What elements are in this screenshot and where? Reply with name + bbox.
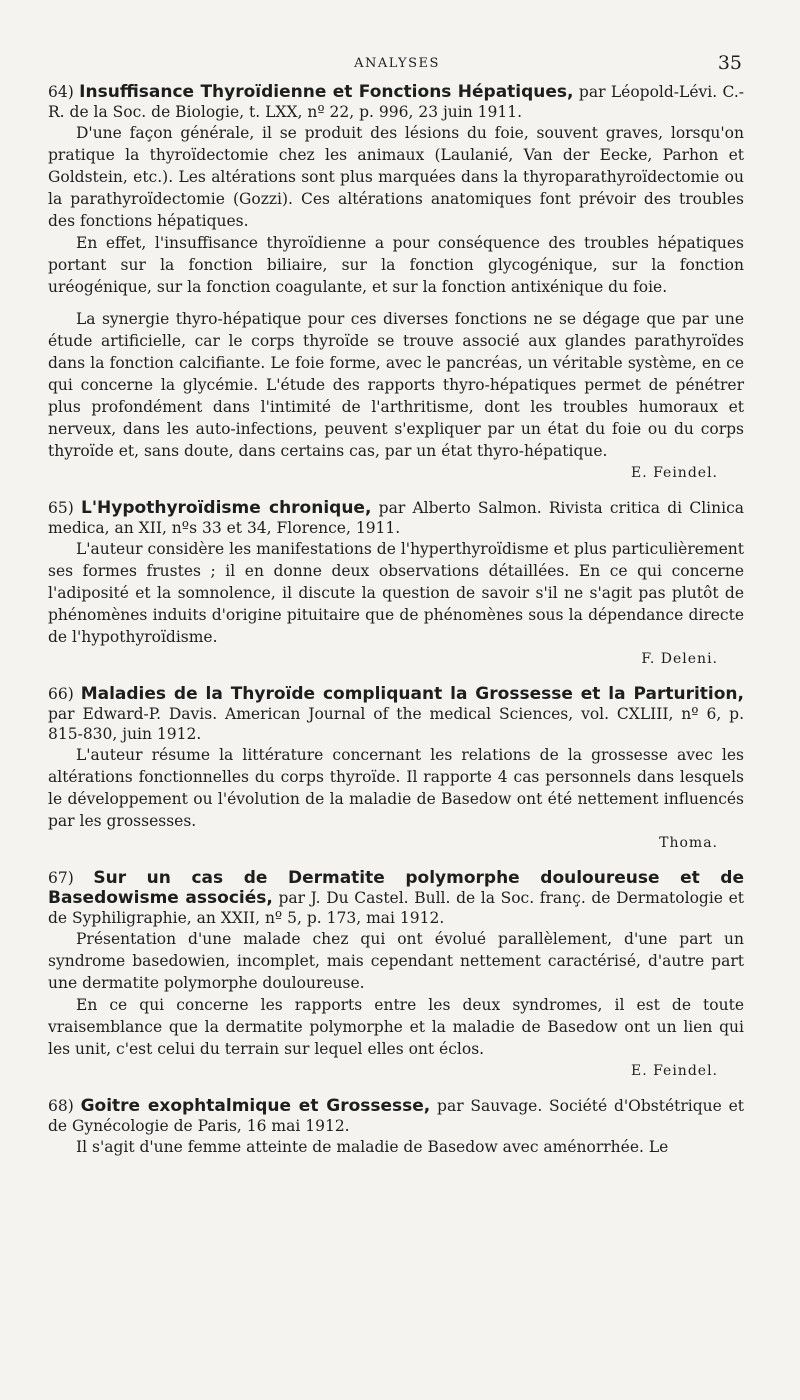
entry-citation: par Léopold-Lévi. C.-R. de la Soc. de Biologie, t. LXX, nº 22, p. 996, 23 juin 1911. <box>48 83 744 121</box>
entry-citation: par Edward-P. Davis. American Journal of the medical Sciences, vol. CXLIII, nº 6, p. 815-830, juin 1912. <box>48 705 744 743</box>
entry-citation: par Sauvage. Société d'Obstétrique et de Gynécologie de Paris, 16 mai 1912. <box>48 1097 744 1135</box>
entry-65 <box>48 498 744 670</box>
paragraph: Il s'agit d'une femme atteinte de maladie de Basedow avec aménorrhée. Le <box>76 1138 669 1156</box>
entry-heading <box>48 82 744 122</box>
paragraph: D'une façon générale, il se produit des lésions du foie, souvent graves, lorsqu'on pratique la thyroïdectomie chez les animaux (Laulanié, Van der Eecke, Parhon et Goldstein, etc.). Les altérations sont plus marquées dans la thyroparathyroïdectomie ou la parathyroïdectomie (Gozzi). Ces altérations anatomiques font prévoir des troubles des fonctions hépatiques. <box>48 124 744 230</box>
paragraph: En effet, l'insuffisance thyroïdienne a pour conséquence des troubles hépatiques portant sur la fonction biliaire, sur la fonction glycogénique, sur la fonction uréogénique, sur la fonction coagulante, et sur la fonction antixénique du foie. <box>48 234 744 296</box>
entry-number: 66) <box>48 685 74 703</box>
paragraph: Présentation d'une malade chez qui ont évolué parallèlement, d'une part un syndrome basedowien, incomplet, mais cependant nettement caractérisé, d'autre part une dermatite polymorphe douloureuse. <box>48 930 744 992</box>
running-title: ANALYSES <box>354 56 440 71</box>
entry-title: Goitre exophtalmique et Grossesse, <box>80 1096 431 1116</box>
paragraph: La synergie thyro-hépatique pour ces diverses fonctions ne se dégage que par une étude artificielle, car le corps thyroïde se trouve associé aux glandes parathyroïdes dans la fonction calcifiante. Le foie forme, avec le pancréas, un véritable système, en ce qui concerne la glycémie. L'étude des rapports thyro-hépatiques permet de pénétrer plus profondément dans l'intimité de l'arthritisme, dont les troubles humoraux et nerveux, dans les auto-infections, peuvent s'expliquer par un état du foie ou du corps thyroïde et, sans doute, dans certains cas, par un état thyro-hépatique. <box>48 310 744 460</box>
paragraph: En ce qui concerne les rapports entre les deux syndromes, il est de toute vraisemblance que la dermatite polymorphe et la maladie de Basedow ont un lien qui les unit, c'est celui du terrain sur lequel elles ont éclos. <box>48 996 744 1058</box>
entry-heading <box>48 1096 744 1136</box>
entry-citation: par J. Du Castel. Bull. de la Soc. franç. de Dermatologie et de Syphiligraphie, an XXII, nº 5, p. 173, mai 1912. <box>48 889 744 927</box>
entry-number: 64) <box>48 83 74 101</box>
entry-64 <box>48 82 744 484</box>
entry-citation: par Alberto Salmon. Rivista critica di Clinica medica, an XII, nºs 33 et 34, Florence, 1911. <box>48 499 744 537</box>
signature: E. Feindel. <box>630 465 718 481</box>
entry-number: 67) <box>48 869 74 887</box>
signature: F. Deleni. <box>641 651 718 667</box>
entry-heading <box>48 684 744 744</box>
paragraph: L'auteur résume la littérature concernant les relations de la grossesse avec les altérations fonctionnelles du corps thyroïde. Il rapporte 4 cas personnels dans lesquels le développement ou l'évolution de la maladie de Basedow ont été nettement influencés par les grossesses. <box>48 746 744 830</box>
paragraph: L'auteur considère les manifestations de l'hyperthyroïdisme et plus particulièrement ses formes frustes ; il en donne deux observations détaillées. En ce qui concerne l'adiposité et la somnolence, il discute la question de savoir s'il ne s'agit pas plutôt de phénomènes induits d'origine pituitaire que de phénomènes sous la dépendance directe de l'hypothyroïdisme. <box>48 540 744 646</box>
article-body <box>48 82 744 1172</box>
entry-title: L'Hypothyroïdisme chronique, <box>81 498 372 518</box>
entry-68 <box>48 1096 744 1158</box>
entry-title: Sur un cas de Dermatite polymorphe douloureuse et de Basedowisme associés, <box>48 868 744 908</box>
entry-title: Maladies de la Thyroïde compliquant la Grossesse et la Parturition, <box>80 684 744 704</box>
entry-heading <box>48 498 744 538</box>
entry-66 <box>48 684 744 854</box>
signature: Thoma. <box>659 835 718 851</box>
page-number: 35 <box>717 52 742 74</box>
running-head <box>52 52 742 76</box>
entry-title: Insuffisance Thyroïdienne et Fonctions Hépatiques, <box>79 82 574 102</box>
entry-number: 65) <box>48 499 74 517</box>
signature: E. Feindel. <box>630 1063 718 1079</box>
entry-67 <box>48 868 744 1082</box>
entry-heading <box>48 868 744 928</box>
entry-number: 68) <box>48 1097 74 1115</box>
